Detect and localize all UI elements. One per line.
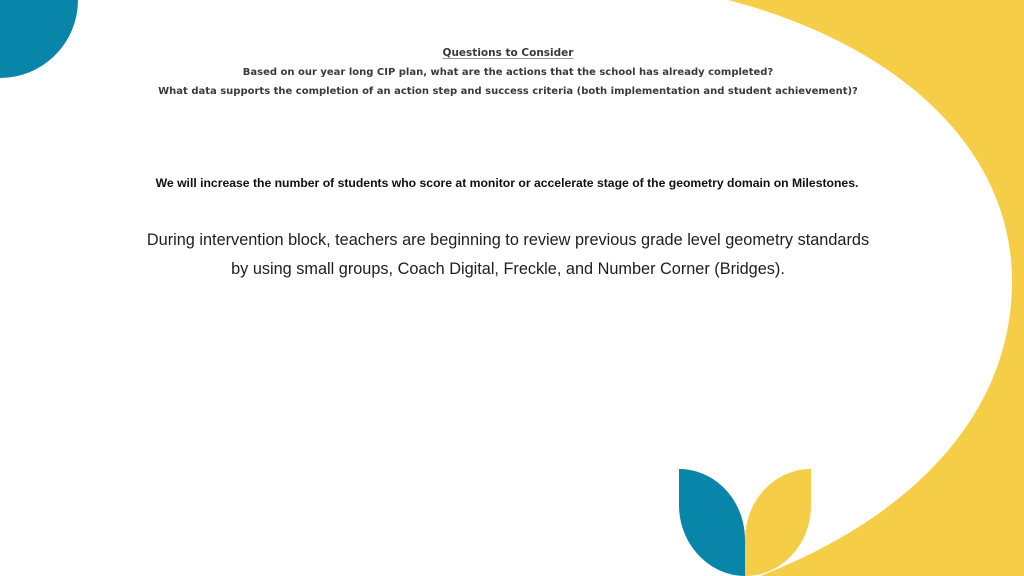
goal-statement: We will increase the number of students who score at monitor or accelerate stage of the geometry domain on Milestones. [155, 176, 859, 190]
progress-update-line-1: During intervention block, teachers are beginning to review previous grade level geometry standards [146, 231, 870, 249]
progress-update-line-2: by using small groups, Coach Digital, Freckle, and Number Corner (Bridges). [231, 260, 785, 278]
teal-leaf-icon [679, 469, 745, 576]
question-line-2: What data supports the completion of an action step and success criteria (both implementation and student achievement)? [158, 86, 858, 97]
questions-title: Questions to Consider [442, 47, 574, 59]
question-line-1: Based on our year long CIP plan, what are the actions that the school has already completed? [242, 67, 774, 78]
questions-to-consider [0, 44, 1016, 101]
progress-update [60, 226, 956, 284]
